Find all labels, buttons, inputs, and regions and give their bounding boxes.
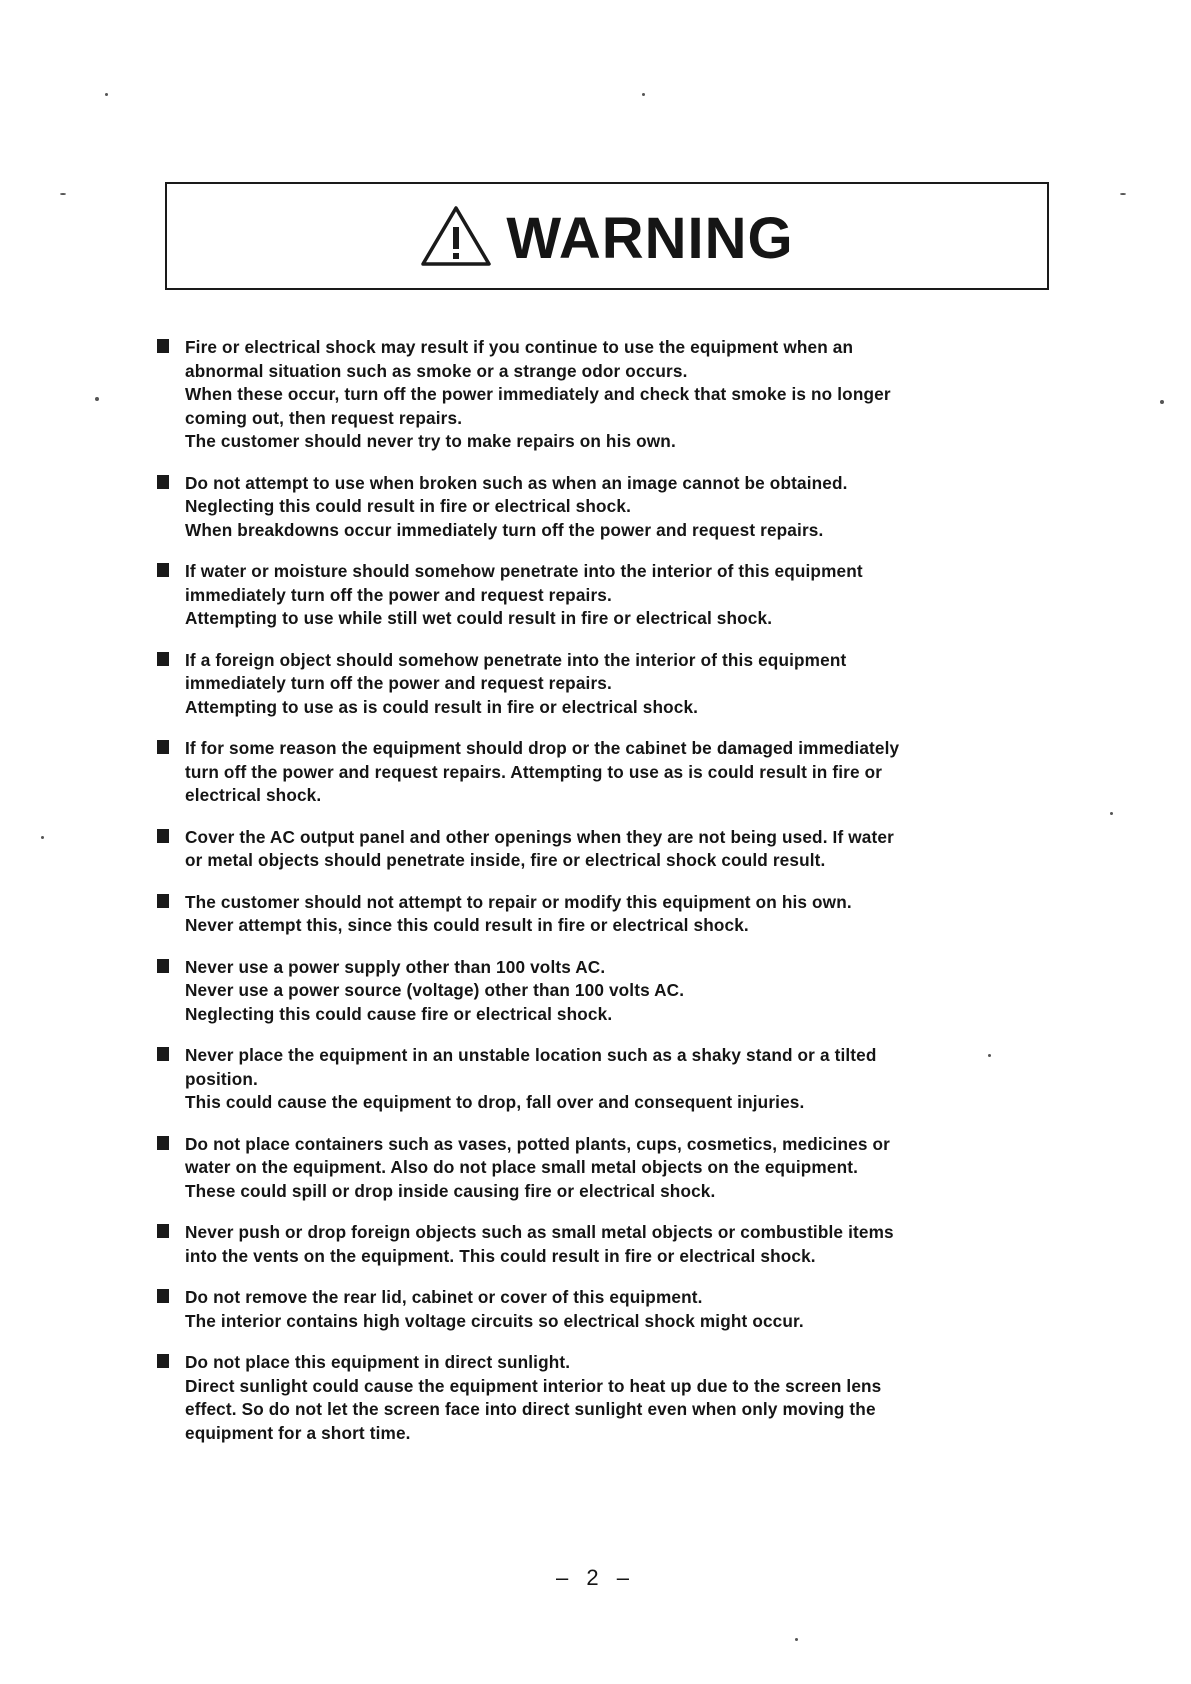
- warning-item-line: Do not place this equipment in direct sunlight.: [185, 1352, 571, 1372]
- bullet-square-icon: [157, 1136, 169, 1150]
- bullet-square-icon: [157, 1224, 169, 1238]
- warning-item: [157, 1133, 1037, 1204]
- bullet-square-icon: [157, 1289, 169, 1303]
- warning-item: [157, 649, 1037, 720]
- warning-item-text: [185, 1044, 1037, 1115]
- bullet-square-icon: [157, 475, 169, 489]
- scan-speck: [41, 836, 44, 839]
- warning-title: WARNING: [506, 206, 794, 271]
- warning-item-line: immediately turn off the power and request repairs.: [185, 584, 612, 605]
- warning-item-text: [185, 1351, 1037, 1445]
- warning-list: [157, 336, 1037, 1463]
- scan-speck: [105, 93, 108, 96]
- scan-speck: [988, 1054, 991, 1057]
- scan-speck: [1160, 400, 1164, 404]
- warning-item-line: Neglecting this could cause fire or electrical shock.: [185, 1003, 613, 1024]
- warning-item-line: If water or moisture should somehow penetrate into the interior of this equipment: [185, 561, 863, 581]
- warning-item-line: Do not remove the rear lid, cabinet or cover of this equipment.: [185, 1287, 703, 1307]
- warning-item-line: immediately turn off the power and request repairs.: [185, 673, 612, 693]
- warning-item-line: position.: [185, 1068, 258, 1089]
- bullet-square-icon: [157, 339, 169, 353]
- warning-item-line: Direct sunlight could cause the equipment interior to heat up due to the screen lens: [185, 1375, 882, 1396]
- warning-item-line: turn off the power and request repairs. Attempting to use as is could result in fire or: [185, 761, 883, 782]
- warning-item-text: [185, 1221, 1037, 1268]
- bullet-square-icon: [157, 563, 169, 577]
- warning-item-line: These could spill or drop inside causing fire or electrical shock.: [185, 1180, 716, 1201]
- warning-item: [157, 1351, 1037, 1445]
- bullet-square-icon: [157, 740, 169, 754]
- scan-speck: [95, 397, 99, 401]
- warning-item-line: Never push or drop foreign objects such as small metal objects or combustible items: [185, 1222, 894, 1242]
- warning-item-line: Never place the equipment in an unstable location such as a shaky stand or a tilted: [185, 1045, 877, 1065]
- warning-item-line: Do not place containers such as vases, potted plants, cups, cosmetics, medicines or: [185, 1133, 890, 1154]
- bullet-square-icon: [157, 959, 169, 973]
- warning-item-text: [185, 336, 1037, 454]
- warning-item-line: water on the equipment. Also do not place small metal objects on the equipment.: [185, 1157, 859, 1177]
- warning-item: [157, 560, 1037, 631]
- warning-banner: [165, 182, 1049, 290]
- bullet-square-icon: [157, 829, 169, 843]
- warning-item-line: Attempting to use while still wet could result in fire or electrical shock.: [185, 608, 773, 628]
- warning-item-line: Fire or electrical shock may result if you continue to use the equipment when an: [185, 337, 854, 357]
- warning-item-line: When these occur, turn off the power immediately and check that smoke is no longer: [185, 384, 891, 404]
- warning-item: [157, 472, 1037, 543]
- warning-item-line: The interior contains high voltage circuits so electrical shock might occur.: [185, 1310, 804, 1331]
- warning-item-line: Attempting to use as is could result in fire or electrical shock.: [185, 696, 699, 717]
- warning-item-line: Never use a power supply other than 100 volts AC.: [185, 956, 606, 977]
- warning-item: [157, 1044, 1037, 1115]
- warning-item-line: The customer should never try to make repairs on his own.: [185, 431, 676, 451]
- warning-item-text: [185, 560, 1037, 631]
- bullet-square-icon: [157, 652, 169, 666]
- warning-item-line: into the vents on the equipment. This could result in fire or electrical shock.: [185, 1245, 816, 1266]
- warning-item-line: electrical shock.: [185, 785, 322, 805]
- scan-speck: [60, 193, 66, 195]
- warning-item-line: Never attempt this, since this could result in fire or electrical shock.: [185, 915, 749, 935]
- warning-item: [157, 1221, 1037, 1268]
- bullet-square-icon: [157, 894, 169, 908]
- warning-item-text: [185, 891, 1037, 938]
- warning-item: [157, 826, 1037, 873]
- warning-item-text: [185, 472, 1037, 543]
- warning-item-text: [185, 1286, 1037, 1333]
- warning-item-line: Do not attempt to use when broken such as when an image cannot be obtained.: [185, 472, 848, 493]
- warning-item: [157, 1286, 1037, 1333]
- scan-speck: [795, 1638, 798, 1641]
- warning-banner-content: [167, 184, 1047, 288]
- warning-item: [157, 336, 1037, 454]
- warning-item-text: [185, 1133, 1037, 1204]
- warning-item-line: coming out, then request repairs.: [185, 407, 463, 428]
- page-number: – 2 –: [556, 1565, 635, 1590]
- warning-item-text: [185, 826, 1037, 873]
- warning-item-line: This could cause the equipment to drop, fall over and consequent injuries.: [185, 1092, 805, 1112]
- warning-item-line: Neglecting this could result in fire or electrical shock.: [185, 496, 631, 516]
- warning-triangle-icon: [420, 205, 492, 267]
- bullet-square-icon: [157, 1047, 169, 1061]
- warning-item-text: [185, 649, 1037, 720]
- warning-item-text: [185, 956, 1037, 1027]
- warning-item-line: Never use a power source (voltage) other than 100 volts AC.: [185, 980, 685, 1000]
- warning-item: [157, 956, 1037, 1027]
- scan-speck: [1120, 193, 1126, 195]
- warning-item: [157, 737, 1037, 808]
- warning-item-line: If a foreign object should somehow penetrate into the interior of this equipment: [185, 649, 847, 670]
- scan-speck: [642, 93, 645, 96]
- warning-item-line: If for some reason the equipment should drop or the cabinet be damaged immediately: [185, 738, 900, 758]
- warning-item-line: equipment for a short time.: [185, 1422, 411, 1443]
- warning-item-line: Cover the AC output panel and other openings when they are not being used. If water: [185, 826, 894, 847]
- warning-item-line: abnormal situation such as smoke or a strange odor occurs.: [185, 360, 688, 381]
- warning-item-text: [185, 737, 1037, 808]
- warning-item-line: The customer should not attempt to repair or modify this equipment on his own.: [185, 891, 852, 912]
- bullet-square-icon: [157, 1354, 169, 1368]
- warning-item-line: or metal objects should penetrate inside, fire or electrical shock could result.: [185, 850, 826, 870]
- warning-item-line: When breakdowns occur immediately turn off the power and request repairs.: [185, 519, 824, 540]
- scan-speck: [1110, 812, 1113, 815]
- warning-item-line: effect. So do not let the screen face into direct sunlight even when only moving the: [185, 1399, 876, 1419]
- warning-item: [157, 891, 1037, 938]
